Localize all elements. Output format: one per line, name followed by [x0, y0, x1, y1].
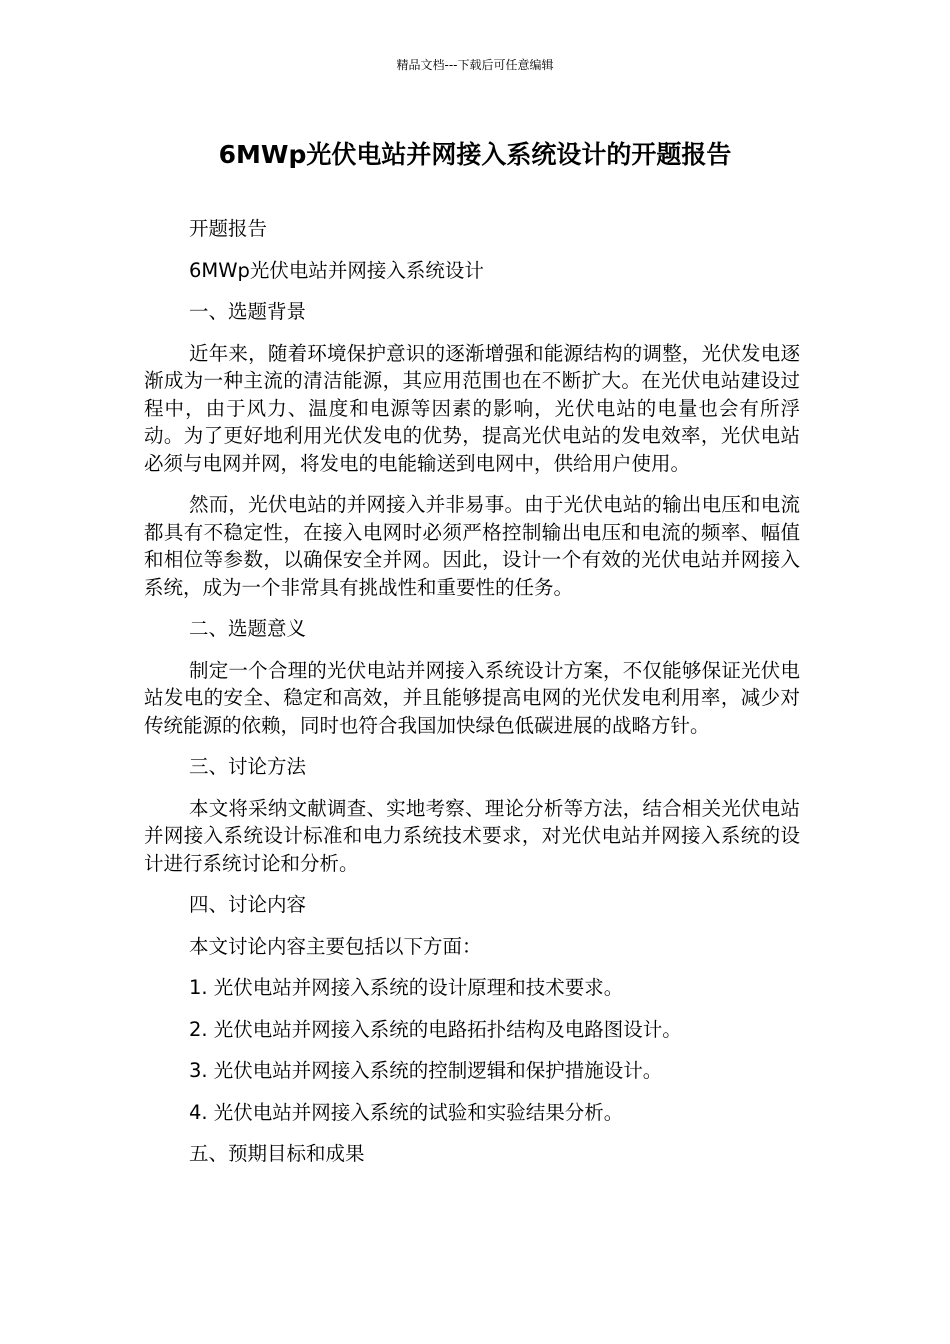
paragraph-background-2: 然而，光伏电站的并网接入并非易事。由于光伏电站的输出电压和电流都具有不稳定性，在接入电网时必须严格控制输出电压和电流的频率、幅值和相位等参数，以确保安全并网。因此，设计一个有效的光伏电站并网接入系统，成为一个非常具有挑战性和重要性的任务。: [144, 493, 800, 599]
section-heading-methods: 三、讨论方法: [189, 755, 307, 778]
section-heading-significance: 二、选题意义: [189, 617, 307, 640]
paragraph-content-intro: 本文讨论内容主要包括以下方面：: [189, 934, 482, 958]
section-heading-goals: 五、预期目标和成果: [189, 1142, 365, 1165]
list-item-1: 1. 光伏电站并网接入系统的设计原理和技术要求。: [189, 976, 624, 999]
section-heading-content: 四、讨论内容: [189, 893, 307, 916]
list-item-3: 3. 光伏电站并网接入系统的控制逻辑和保护措施设计。: [189, 1059, 663, 1082]
paragraph-significance: 制定一个合理的光伏电站并网接入系统设计方案，不仅能够保证光伏电站发电的安全、稳定和高效，并且能够提高电网的光伏发电利用率，减少对传统能源的依赖，同时也符合我国加快绿色低碳进展的战略方针。: [144, 658, 800, 737]
label-report-type: 开题报告: [189, 217, 268, 240]
document-title: 6MWp光伏电站并网接入系统设计的开题报告: [218, 140, 732, 169]
paragraph-background-1: 近年来，随着环境保护意识的逐渐增强和能源结构的调整，光伏发电逐渐成为一种主流的清洁能源，其应用范围也在不断扩大。在光伏电站建设过程中，由于风力、温度和电源等因素的影响，光伏电站的电量也会有所浮动。为了更好地利用光伏发电的优势，提高光伏电站的发电效率，光伏电站必须与电网并网，将发电的电能输送到电网中，供给用户使用。: [144, 341, 800, 475]
section-heading-background: 一、选题背景: [189, 300, 307, 323]
paragraph-methods: 本文将采纳文献调查、实地考察、理论分析等方法，结合相关光伏电站并网接入系统设计标准和电力系统技术要求，对光伏电站并网接入系统的设计进行系统讨论和分析。: [144, 796, 800, 875]
page-header: 精品文档---下载后可任意编辑: [396, 58, 554, 72]
list-item-2: 2. 光伏电站并网接入系统的电路拓扑结构及电路图设计。: [189, 1017, 682, 1041]
label-report-subject: 6MWp光伏电站并网接入系统设计: [189, 258, 484, 282]
document-body: [144, 215, 800, 1182]
list-item-4: 4. 光伏电站并网接入系统的试验和实验结果分析。: [189, 1100, 624, 1124]
